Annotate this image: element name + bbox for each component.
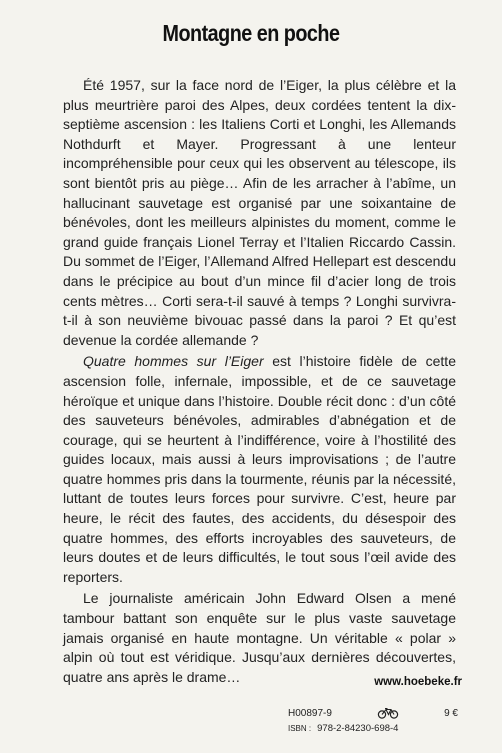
isbn-row [288,721,458,735]
reference-code: H00897-9 [288,707,332,719]
product-codes [288,706,458,735]
isbn-label: ISBN : [288,723,312,733]
blurb-paragraph-2 [63,352,456,587]
blurb-paragraph-3: Le journaliste américain John Edward Olsen a mené tambour battant son enquête sur le plus vaste sauvetage jamais organisé en haute montagne. Un véritable « polar » alpin où tout est véridique. Jusqu’aux dernières découvertes, quatre ans après le drame… [63,590,456,685]
series-title: Montagne en poche [162,20,340,46]
book-title-italic: Quatre hommes sur l’Eiger [83,353,264,370]
blurb-paragraph-2-text: est l’histoire fidèle de cette ascension folle, infernale, impossible, et de ce sauvetage héroïque et unique dans l’histoire. Double récit donc : d’un côté des sauveteurs bénévoles, admirables d’abnégation et de courage, qui se heurtent à l’indifférence, voire à l’hostilité des guides locaux, mais aussi à leurs improvisations ; de l’autre quatre hommes pris dans la tourmente, réunis par la nécessité, luttant de toutes leurs forces pour survivre. C’est, heure par heure, le récit des fautes, des accidents, du désespoir des quatre hommes, des efforts incroyables des sauveteurs, de leurs doutes et de leurs difficultés, le tout sous l’œil avide des reporters. [63,353,456,585]
blurb-paragraph-1: Été 1957, sur la face nord de l’Eiger, la plus célèbre et la plus meurtrière paroi des Alpes, deux cordées tentent la dix-septième ascension : les Italiens Corti et Longhi, les Allemands Nothdurft et Mayer. Progressant à une lenteur incompréhensible pour ceux qui les observent au télescope, ils sont bientôt pris au piège… Afin de les arracher à l’abîme, un hallucinant sauvetage est organisé par une soixantaine de bénévoles, dont les meilleurs alpinistes du moment, comme le grand guide français Lionel Terray et l’Italien Riccardo Cassin. Du sommet de l’Eiger, l’Allemand Alfred Hellepart est descendu dans le précipice au bout d’un mince fil d’acier long de trois cents mètres… Corti sera-t-il sauvé à temps ? Longhi survivra-t-il à son neuvième bivouac passé dans la paroi ? Et qu’est devenue la cordée allemande ? [63,77,456,348]
bicycle-icon [377,707,399,719]
isbn-number: 978-2-84230-698-4 [317,722,399,734]
publisher-website[interactable]: www.hoebeke.fr [374,676,462,688]
price: 9 € [444,707,458,719]
blurb-text [63,76,456,687]
ref-price-row [288,706,458,720]
